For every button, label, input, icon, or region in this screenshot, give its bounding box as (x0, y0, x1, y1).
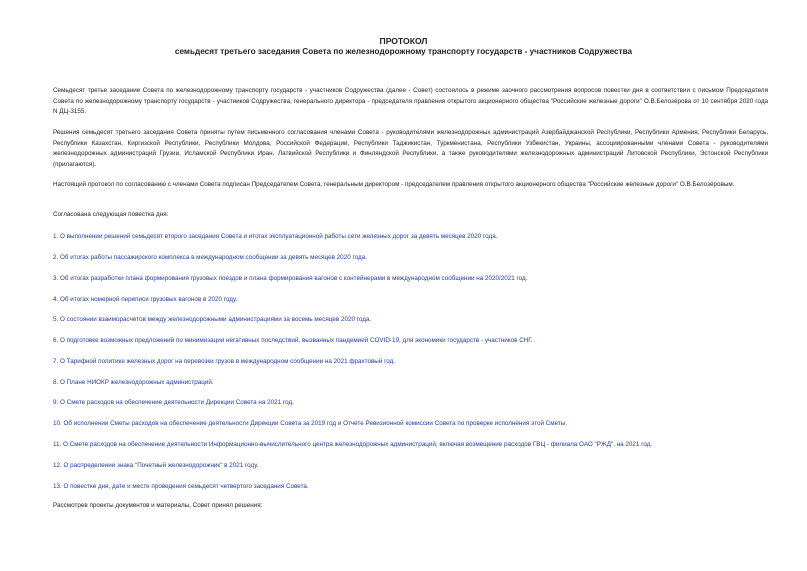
agenda-item-3[interactable]: 3. Об итогах разработки плана формирования грузовых поездов и плана формирования вагонов с контейнерами в международном сообщении на 2020/2021 год. (53, 275, 528, 282)
agenda-item-12[interactable]: 12. О распределении знака "Почетный железнодорожник" в 2021 году. (53, 462, 259, 469)
agenda-item-8[interactable]: 8. О Плане НИОКР железнодорожных администраций. (53, 379, 214, 386)
document-title: ПРОТОКОЛ (379, 36, 428, 46)
paragraph-text: Семьдесят третье заседание Совета по железнодорожному транспорту государств - участников Содружества (далее - Совет) состоялось в режиме заочного рассмотрения вопросов повестки дня в соответствии с письмом Председателя Совета по железнодорожному транспорту государств - участников Содружества, генерального директора - председателя правления открытого акционерного общества "Российские железные дороги" О.В.Белозёрова от 10 сентября 2020 года N ДЦ-3155. (53, 87, 768, 115)
paragraph-text: Настоящий протокол по согласованию с членами Совета подписан Председателем Совета, генеральным директором - председателем правления открытого акционерного общества "Российские железные дороги" О.В.Белозёровым. (53, 181, 735, 188)
agenda-item-11[interactable]: 11. О Смете расходов на обеспечение деятельности Информационно-вычислительного центра железнодорожных администраций, включая возмещение расходов ГВЦ - филиала ОАО "РЖД", на 2021 год. (53, 441, 653, 448)
paragraph-text: Решения семьдесят третьего заседания Совета приняты путем письменного согласования членами Совета - руководителями железнодорожных администраций Азербайджанской Республики, Республики Армения, Республики Беларусь, Республики Казахстан, Киргизской Республики, Республики Молдова, Российской Федерации, Республики Таджикистан, Туркменистана, Республики Узбекистан, Украины, ассоциированными членами Совета - руководителями железнодорожных администраций Грузии, Исламской Республики Иран, Латвийской Республики и Финляндской Республики, а также руководителями железнодорожных администраций Литовской Республики, Эстонской Республики (прилагаются). (53, 129, 768, 168)
agenda-item-5[interactable]: 5. О состоянии взаиморасчетов между железнодорожными администрациями за восемь месяцев 2020 года. (53, 316, 372, 323)
document-subtitle: семьдесят третьего заседания Совета по железнодорожному транспорту государств - участников Содружества (174, 47, 633, 56)
agenda-intro: Согласована следующая повестка дня: (53, 211, 169, 218)
agenda-item-1[interactable]: 1. О выполнении решений семьдесят второго заседания Совета и итогах эксплуатационной работы сети железных дорог за девять месяцев 2020 года. (53, 233, 498, 240)
agenda-item-10[interactable]: 10. Об исполнении Сметы расходов на обеспечение деятельности Дирекции Совета за 2019 год и Отчете Ревизионной комиссии Совета по проверке исполнения этой Сметы. (53, 420, 568, 427)
agenda-item-2[interactable]: 2. Об итогах работы пассажирского комплекса в международном сообщении за девять месяцев 2020 года. (53, 254, 367, 261)
agenda-item-7[interactable]: 7. О Тарифной политике железных дорог на перевозки грузов в международном сообщении на 2021 фрахтовый год. (53, 358, 396, 365)
agenda-item-9[interactable]: 9. О Смете расходов на обеспечение деятельности Дирекции Совета на 2021 год. (53, 399, 294, 406)
intro-paragraph (53, 86, 768, 118)
signature-paragraph (53, 180, 768, 191)
agenda-item-4[interactable]: 4. Об итогах номерной переписи грузовых вагонов в 2020 году. (53, 296, 238, 303)
agenda-item-13[interactable]: 13. О повестке дня, дате и месте проведения семьдесят четвертого заседания Совета. (53, 483, 309, 490)
decisions-paragraph (53, 128, 768, 170)
closing-text: Рассмотрев проекты документов и материалы, Совет принял решения: (53, 502, 263, 509)
agenda-item-6[interactable]: 6. О подготовке возможных предложений по минимизации негативных последствий, вызванных пандемией COVID-19, для экономики государств - участников СНГ. (53, 337, 533, 344)
